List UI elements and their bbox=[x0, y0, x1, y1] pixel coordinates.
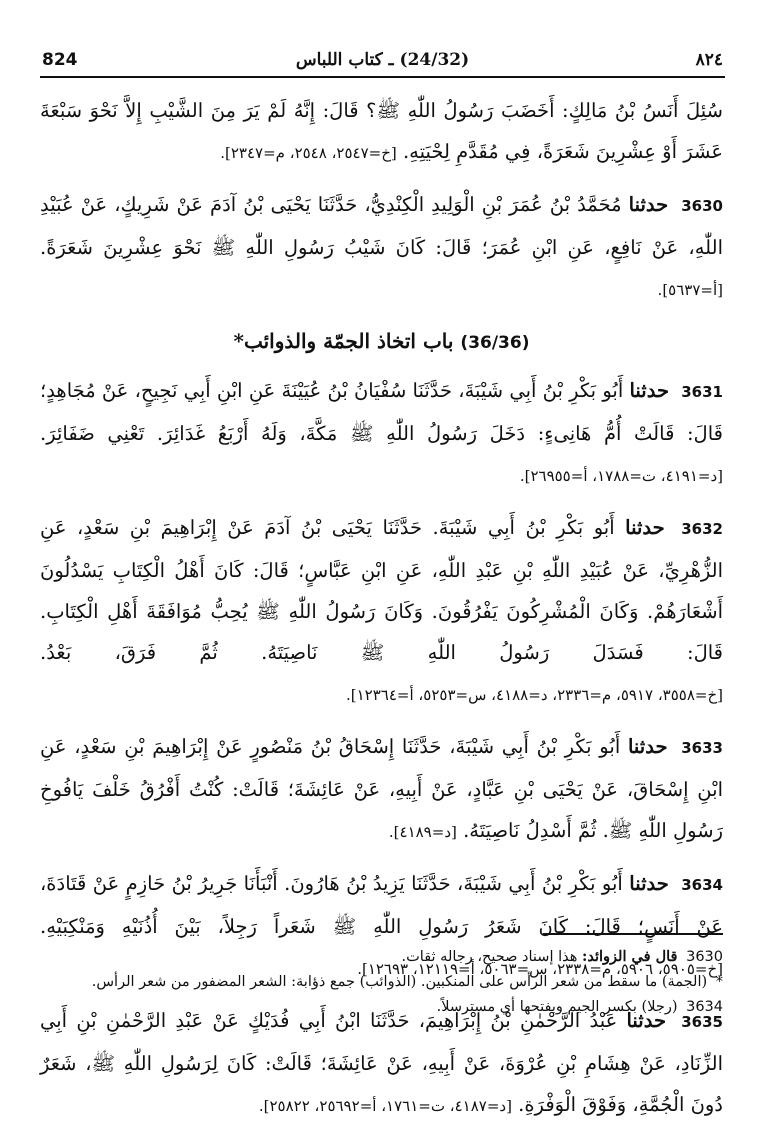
footnote bbox=[40, 995, 723, 1020]
source-reference: [أ=٥٦٣٧]. bbox=[657, 281, 723, 299]
footnote bbox=[40, 944, 723, 970]
hadith-3631 bbox=[40, 370, 723, 497]
hadith-text: عَبْدُ الرَّحْمٰنِ بْنُ إِبْرَاهِيمَ، حَدَّثَنَا ابْنُ أَبِي فُدَيْكٍ عَنْ عَبْدِ الرَّحْمٰنِ بْنِ أَبِي الزِّنَادِ، عَنْ هِشَامِ بْنِ عُرْوَةَ، عَنْ أَبِيهِ، عَنْ عَائِشَةَ؛ قَالَتْ: كَانَ لِرَسُولِ اللّٰهِ ﷺ، شَعَرٌ دُونَ الْجُمَّةِ، وَفَوْقَ الْوَفْرَةِ. bbox=[40, 1009, 723, 1116]
hadith-text: مُحَمَّدُ بْنُ عُمَرَ بْنِ الْوَلِيدِ الْكِنْدِيُّ، حَدَّثَنَا يَحْيَى بْنُ آدَمَ عَنْ شَرِيكٍ، عَنْ عُبَيْدِ اللّٰهِ، عَنْ نَافِعٍ، عَنِ ابْنِ عُمَرَ؛ قَالَ: كَانَ شَيْبُ رَسُولِ اللّٰهِ ﷺ نَحْوَ عِشْرِينَ شَعَرَةً. bbox=[40, 193, 723, 259]
chapter-heading bbox=[40, 321, 723, 364]
hadith-text: أَبُو بَكْرِ بْنُ أَبِي شَيْبَةَ، حَدَّثَنَا يَزِيدُ بْنُ هَارُونَ. أَنْبَأَنَا جَرِيرُ بْنُ حَازِمٍ عَنْ قَتَادَةَ، عَنْ أَنَسٍ؛ قَالَ: كَانَ شَعَرُ رَسُولِ اللّٰهِ ﷺ شَعَراً رَجِلاً، بَيْنَ أُذُنَيْهِ وَمَنْكِبَيْهِ. bbox=[40, 872, 723, 938]
chapter-number: (36/36) bbox=[460, 333, 530, 353]
footnote-text: (الجمة) ما سقط من شعر الرأس على المنكبين. (الذوائب) جمع ذؤابة: الشعر المضفور من شعر الرأس. bbox=[91, 974, 708, 990]
page-header bbox=[40, 46, 725, 78]
hadith-3632 bbox=[40, 507, 723, 716]
page-number-latin: 824 bbox=[42, 50, 78, 70]
chapter-title: باب اتخاذ الجمّة والذوائب* bbox=[233, 329, 454, 353]
footnote bbox=[40, 970, 723, 995]
running-title: (24/32) ـ كتاب اللباس bbox=[295, 50, 470, 70]
page-number-arabic: ٨٢٤ bbox=[695, 50, 723, 70]
footnote-label: قال في الزوائد: bbox=[582, 948, 678, 965]
source-reference: [خ=٢٥٤٧، ٢٥٤٨، م=٢٣٤٧]. bbox=[220, 144, 397, 162]
footnotes bbox=[40, 944, 723, 1020]
hadith-number: 3630 bbox=[681, 197, 723, 215]
hadith-text: أَبُو بَكْرِ بْنُ أَبِي شَيْبَةَ، حَدَّثَنَا إِسْحَاقُ بْنُ مَنْصُورٍ عَنْ إِبْرَاهِيمَ بْنِ سَعْدٍ، عَنِ ابْنِ إِسْحَاقَ، عَنْ يَحْيَى بْنِ عَبَّادٍ، عَنْ أَبِيهِ، عَنْ عَائِشَةَ؛ قَالَتْ: كُنْتُ أَفْرُقُ خَلْفَ يَافُوخِ رَسُولِ اللّٰهِ ﷺ. ثُمَّ أَسْدِلُ نَاصِيَتَهُ. bbox=[40, 735, 723, 842]
hadith-lead: حدثنا bbox=[627, 735, 668, 758]
source-reference: [خ=٣٥٥٨، ٥٩١٧، م=٢٣٣٦، د=٤١٨٨، س=٥٢٥٣، أ=١٢٣٦٤]. bbox=[346, 686, 723, 704]
footnote-number: * bbox=[715, 974, 723, 990]
hadith-lead: حدثنا bbox=[629, 379, 670, 402]
source-reference: [خ=٥٩٠٥، ٥٩٠٦، م=٢٣٣٨، س=٥٠٦٣، أ=١٢١١٩، ١٢٦٩٣]. bbox=[357, 960, 723, 978]
paragraph-text: سُئِلَ أَنَسُ بْنُ مَالِكٍ: أَخَضَبَ رَسُولُ اللّٰهِ ﷺ؟ قَالَ: إِنَّهُ لَمْ يَرَ مِنَ الشَّيْبِ إِلاَّ نَحْوَ سَبْعَةَ عَشَرَ أَوْ عِشْرِينَ شَعَرَةً، فِي مُقَدَّمِ لِحْيَتِهِ. bbox=[40, 99, 723, 163]
hadith-number: 3635 bbox=[681, 1013, 723, 1031]
hadith-number: 3631 bbox=[681, 383, 723, 401]
hadith-lead: حدثنا bbox=[626, 1009, 666, 1032]
source-reference: [د=٤١٨٩]. bbox=[388, 823, 457, 841]
hadith-3633 bbox=[40, 726, 723, 853]
hadith-lead: حدثنا bbox=[629, 872, 669, 895]
hadith-text: أَبُو بَكْرِ بْنُ أَبِي شَيْبَةَ، حَدَّثَنَا سُفْيَانُ بْنُ عُيَيْنَةَ عَنِ ابْنِ أَبِي نَجِيحٍ، عَنْ مُجَاهِدٍ؛ قَالَ: قَالَتْ أُمُّ هَانِىءٍ: دَخَلَ رَسُولُ اللّٰهِ ﷺ مَكَّةَ، وَلَهُ أَرْبَعُ غَدَائِرَ. تَعْنِي ضَفَائِرَ. bbox=[40, 379, 723, 445]
hadith-3630 bbox=[40, 184, 723, 311]
hadith-text: أَبُو بَكْرِ بْنُ أَبِي شَيْبَةَ. حَدَّثَنَا يَحْيَى بْنُ آدَمَ عَنْ إِبْرَاهِيمَ بْنِ سَعْدٍ، عَنِ الزُّهْرِيِّ، عَنْ عُبَيْدِ اللّٰهِ بْنِ عَبْدِ اللّٰهِ، عَنِ ابْنِ عَبَّاسٍ؛ قَالَ: كَانَ أَهْلُ الْكِتَابِ يَسْدُلُونَ أَشْعَارَهُمْ. وَكَانَ الْمُشْرِكُونَ يَفْرُقُونَ. وَكَانَ رَسُولُ اللّٰهِ ﷺ يُحِبُّ مُوَافَقَةَ أَهْلِ الْكِتَابِ. قَالَ: فَسَدَلَ رَسُولُ اللّٰهِ ﷺ نَاصِيَتَهُ. ثُمَّ فَرَقَ، بَعْدُ. bbox=[40, 516, 723, 664]
footnote-number: 3630 bbox=[686, 949, 723, 965]
footnote-number: 3634 bbox=[686, 999, 723, 1015]
source-reference: [د=٤١٩١، ت=١٧٨٨، أ=٢٦٩٥٥]. bbox=[519, 467, 723, 485]
source-reference: [د=٤١٨٧، ت=١٧٦١، أ=٢٥٦٩٢، ٢٥٨٢٢]. bbox=[258, 1097, 512, 1115]
hadith-number: 3633 bbox=[681, 739, 723, 757]
hadith-number: 3632 bbox=[681, 520, 723, 538]
hadith-lead: حدثنا bbox=[628, 193, 669, 216]
hadith-lead: حدثنا bbox=[625, 516, 665, 539]
footnote-text: هذا إسناد صحيح، رجاله ثقات. bbox=[401, 949, 578, 965]
text-paragraph bbox=[40, 90, 723, 174]
footnote-text: (رجلا) بكسر الجيم وبفتحها أي مسترسلاً. bbox=[436, 999, 678, 1015]
footnote-divider bbox=[543, 933, 723, 935]
hadith-number: 3634 bbox=[681, 876, 723, 894]
